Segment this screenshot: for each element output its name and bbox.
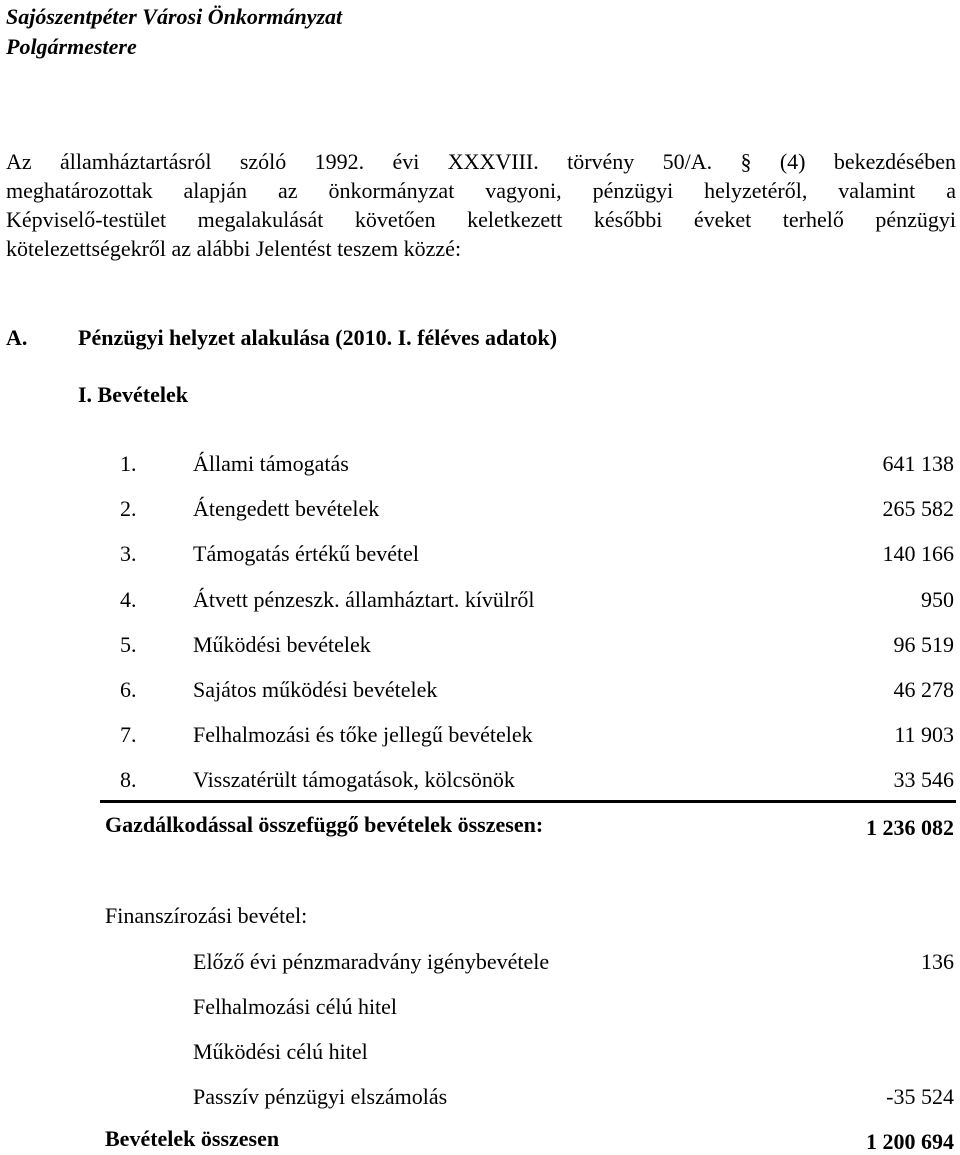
item-label: Átengedett bevételek [193,496,380,521]
item-value: 46 278 [893,677,954,702]
issuer-title: Polgármestere [6,34,137,59]
item-number: 4. [120,587,137,612]
grand-total-label: Bevételek összesen [105,1126,280,1151]
item-number: 3. [120,541,137,566]
item-number: 1. [120,451,137,476]
item-label: Átvett pénzeszk. államháztart. kívülről [193,587,535,612]
item-value: 950 [921,587,954,612]
item-label: Működési célú hitel [193,1039,368,1064]
intro-line-1: Az államháztartásról szóló 1992. évi XXXVIII. törvény 50/A. § (4) bekezdésében [6,149,956,174]
item-label: Felhalmozási és tőke jellegű bevételek [193,722,533,747]
item-number: 2. [120,496,137,521]
item-label: Állami támogatás [193,451,349,476]
item-label: Passzív pénzügyi elszámolás [193,1084,448,1109]
item-label: Visszatérült támogatások, kölcsönök [193,767,515,792]
item-number: 8. [120,767,137,792]
issuer-name: Sajószentpéter Városi Önkormányzat [6,4,343,29]
item-number: 7. [120,722,137,747]
item-number: 6. [120,677,137,702]
item-label: Működési bevételek [193,632,371,657]
intro-line-4: kötelezettségekről az alábbi Jelentést teszem közzé: [6,236,462,261]
intro-line-3: Képviselő-testület megalakulását követően keletkezett későbbi éveket terhelő pénzügyi [6,207,956,232]
item-value: 140 166 [882,541,954,566]
item-label: Felhalmozási célú hitel [193,994,398,1019]
item-number: 5. [120,632,137,657]
item-value: 136 [921,949,954,974]
item-value: 33 546 [893,767,954,792]
item-value: -35 524 [886,1084,954,1109]
grand-total-value: 1 200 694 [866,1129,954,1154]
subtotal-value: 1 236 082 [866,815,954,840]
item-value: 265 582 [882,496,954,521]
subtotal-divider [100,800,956,803]
section-title: Pénzügyi helyzet alakulása (2010. I. féléves adatok) [78,325,558,350]
item-label: Előző évi pénzmaradvány igénybevétele [193,949,550,974]
subsection-title: I. Bevételek [78,382,188,407]
item-value: 96 519 [893,632,954,657]
item-label: Támogatás értékű bevétel [193,541,420,566]
intro-line-2: meghatározottak alapján az önkormányzat vagyoni, pénzügyi helyzetéről, valamint a [6,178,956,203]
financing-title: Finanszírozási bevétel: [105,903,308,928]
section-marker: A. [6,325,28,350]
item-value: 11 903 [894,722,954,747]
item-label: Sajátos működési bevételek [193,677,438,702]
subtotal-label: Gazdálkodással összefüggő bevételek összesen: [105,812,544,837]
item-value: 641 138 [882,451,954,476]
